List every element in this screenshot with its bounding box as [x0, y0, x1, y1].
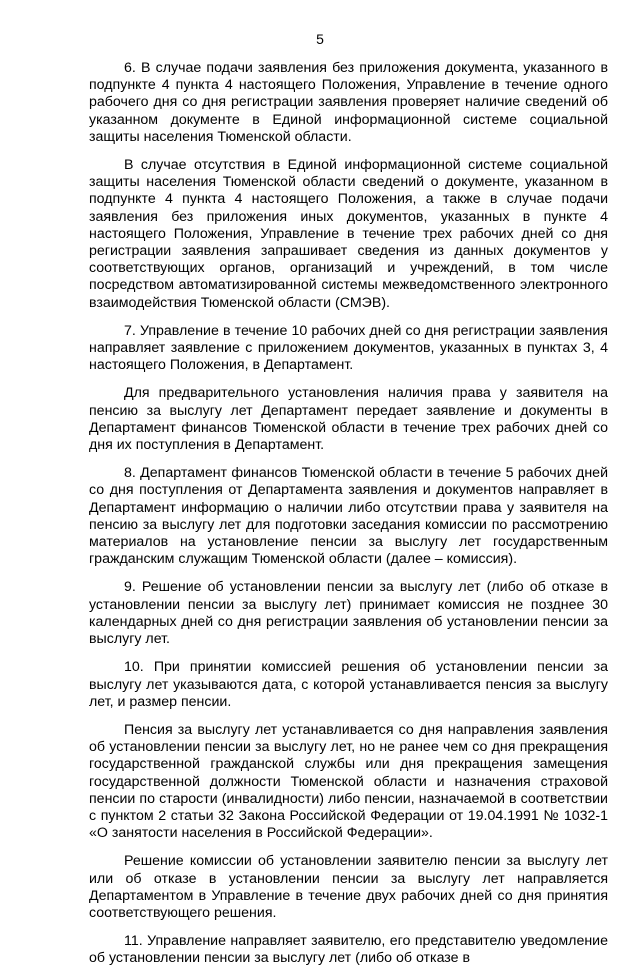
paragraph-10-pension-start: Пенсия за выслугу лет устанавливается со дня направления заявления об установлении пенсии за выслугу лет, но не ранее чем со дня прекращения государственной гражданской службы или дня прекращения замещения государственной должности Тюменской области и назначения страховой пенсии по старости (инвалидности) либо пенсии, назначаемой в соответствии с пунктом 2 статьи 32 Закона Российской Федерации от 19.04.1991 № 1032-1 «О занятости населения в Российской Федерации». — [89, 721, 608, 842]
paragraph-7: 7. Управление в течение 10 рабочих дней со дня регистрации заявления направляет заявление с приложением документов, указанных в пунктах 3, 4 настоящего Положения, в Департамент. — [89, 322, 608, 374]
paragraph-10: 10. При принятии комиссией решения об установлении пенсии за выслугу лет указываются дата, с которой устанавливается пенсия за выслугу лет, и размер пенсии. — [89, 659, 608, 710]
paragraph-6: 6. В случае подачи заявления без приложения документа, указанного в подпункте 4 пункта 4 настоящего Положения, Управление в течение одного рабочего дня со дня регистрации заявления проверяет наличие сведений об указанном документе в Единой информационной системе социальной защиты населения Тюменской области. — [89, 60, 608, 145]
paragraph-6-continuation: В случае отсутствия в Единой информационной системе социальной защиты населения Тюменской области сведений о документе, указанном в подпункте 4 пункта 4 настоящего Положения, а также в случае подачи заявления без приложения иных документов, указанных в пункте 4 настоящего Положения, Управление в течение трех рабочих дней со дня регистрации заявления запрашивает сведения из данных документов у соответствующих органов, организаций и учреждений, в том числе посредством автоматизированной системы межведомственного электронного взаимодействия Тюменской области (СМЭВ). — [89, 157, 608, 311]
document-body — [89, 60, 608, 979]
paragraph-8: 8. Департамент финансов Тюменской области в течение 5 рабочих дней со дня поступления от Департамента заявления и документов направляет в Департамент информацию о наличии либо отсутствии права у заявителя на пенсию за выслугу лет для подготовки заседания комиссии по рассмотрению материалов на установление пенсии за выслугу лет государственным гражданским служащим Тюменской области (далее – комиссия). — [89, 465, 608, 568]
page-number: 5 — [316, 31, 324, 47]
paragraph-7-continuation: Для предварительного установления наличия права у заявителя на пенсию за выслугу лет Департамент передает заявление и документы в Департамент финансов Тюменской области в течение трех рабочих дней со дня их поступления в Департамент. — [89, 385, 608, 454]
paragraph-9: 9. Решение об установлении пенсии за выслугу лет (либо об отказе в установлении пенсии за выслугу лет) принимает комиссия не позднее 30 календарных дней со дня регистрации заявления об установлении пенсии за выслугу лет. — [89, 579, 608, 648]
paragraph-10-decision-transfer: Решение комиссии об установлении заявителю пенсии за выслугу лет или об отказе в установлении пенсии за выслугу лет направляется Департаментом в Управление в течение двух рабочих дней со дня принятия соответствующего решения. — [89, 853, 608, 921]
paragraph-11: 11. Управление направляет заявителю, его представителю уведомление об установлении пенсии за выслугу лет (либо об отказе в — [89, 933, 608, 967]
